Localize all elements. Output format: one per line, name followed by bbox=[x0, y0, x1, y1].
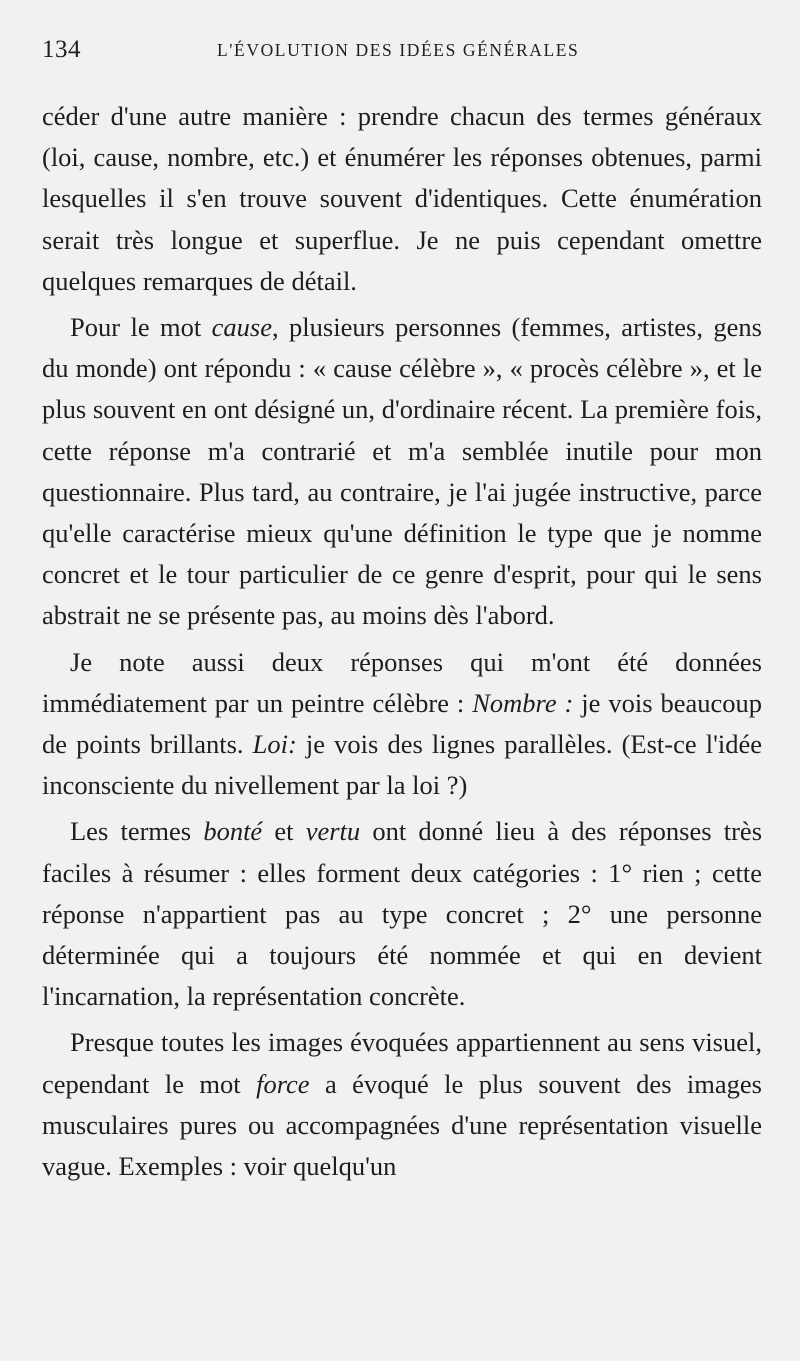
text-segment: , plusieurs personnes (femmes, artistes, gens du monde) ont répondu : « cause célèbre », « procès célèbre », et le plus souvent en ont désigné un, d'ordinaire récent. La première fois, cette réponse m'a contrarié et m'a semblée inutile pour mon questionnaire. Plus tard, au contraire, je l'ai jugée instructive, parce qu'elle caractérise mieux qu'une définition le type que je nomme concret et le tour particulier de ce genre d'esprit, pour qui le sens abstrait ne se présente pas, au moins dès l'abord. bbox=[42, 312, 762, 631]
text-segment: Je note aussi deux réponses qui m'ont été données immédiatement par un peintre célèbre : bbox=[42, 646, 762, 718]
text-segment: céder d'une autre manière : prendre chacun des termes généraux (loi, cause, nombre, etc.) et énumérer les réponses obtenues, parmi lesquelles il s'en trouve souvent d'identiques. Cette énumération serait très longue et superflue. Je ne puis cependant omettre quelques remarques de détail. bbox=[42, 101, 762, 296]
paragraph bbox=[42, 96, 762, 302]
text-segment: ont donné lieu à des réponses très faciles à résumer : elles forment deux catégories : 1° rien ; cette réponse n'appartient pas au type concret ; 2° une personne déterminée qui a toujours été nommée et qui en devient l'incarnation, la représentation concrète. bbox=[42, 816, 763, 1012]
text-segment: Les termes bbox=[70, 816, 204, 847]
italic-term: bonté bbox=[203, 816, 263, 847]
paragraph bbox=[42, 1022, 762, 1187]
italic-term: Loi: bbox=[252, 729, 297, 760]
page-number: 134 bbox=[42, 36, 81, 63]
body-text bbox=[42, 96, 762, 1192]
paragraph bbox=[42, 642, 762, 807]
running-head bbox=[42, 36, 762, 66]
text-segment: a évoqué le plus souvent des images musculaires pures ou accompagnées d'une représentation visuelle vague. Exemples : voir quelqu'un bbox=[42, 1068, 762, 1182]
text-segment: et bbox=[262, 816, 306, 847]
text-segment: Presque toutes les images évoquées appartiennent au sens visuel, cependant le mot bbox=[42, 1027, 762, 1099]
text-segment: Pour le mot bbox=[70, 312, 212, 343]
italic-term: cause bbox=[211, 312, 273, 343]
italic-term: vertu bbox=[305, 816, 361, 847]
italic-term: Nombre : bbox=[472, 687, 574, 718]
text-segment: je vois beaucoup de points brillants. bbox=[42, 687, 763, 760]
paragraph bbox=[42, 811, 762, 1017]
text-segment: je vois des lignes parallèles. (Est-ce l'idée inconsciente du nivellement par la loi ?) bbox=[42, 729, 762, 801]
paragraph bbox=[42, 307, 762, 637]
running-title: L'ÉVOLUTION DES IDÉES GÉNÉRALES bbox=[217, 40, 580, 60]
italic-term: force bbox=[256, 1068, 310, 1099]
